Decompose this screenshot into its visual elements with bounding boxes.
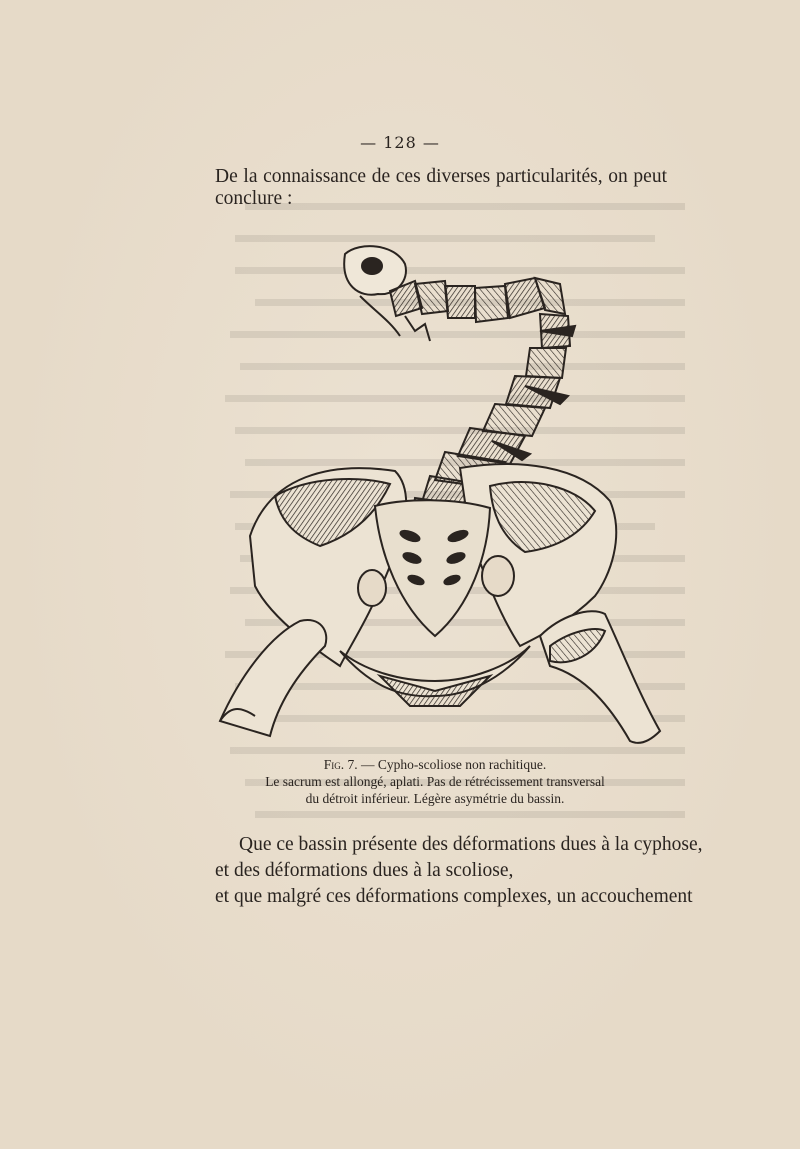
- figure-illustration: [200, 236, 670, 751]
- page-number: — 128 —: [360, 133, 440, 152]
- caption-line-2: Le sacrum est allongé, aplati. Pas de rétrécissement transversal: [265, 774, 605, 789]
- figure-title: Cypho-scoliose non rachitique.: [377, 757, 547, 772]
- caption-line-1: [200, 756, 670, 773]
- figure-label: Fig. 7. —: [323, 757, 375, 772]
- figure-caption: [200, 756, 670, 807]
- pelvis-spine-engraving-icon: [200, 236, 670, 751]
- caption-line-3: du détroit inférieur. Légère asymétrie du bassin.: [305, 791, 565, 806]
- intro-paragraph: De la connaissance de ces diverses particularités, on peut conclure :: [215, 166, 667, 209]
- body-paragraph: [215, 832, 703, 910]
- body-line-3: et que malgré ces déformations complexes, un accouchement: [215, 886, 693, 907]
- body-line-2: et des déformations dues à la scoliose,: [215, 860, 514, 881]
- body-line-1: Que ce bassin présente des déformations dues à la cyphose,: [239, 834, 703, 855]
- pelvis-drawing: [220, 464, 660, 743]
